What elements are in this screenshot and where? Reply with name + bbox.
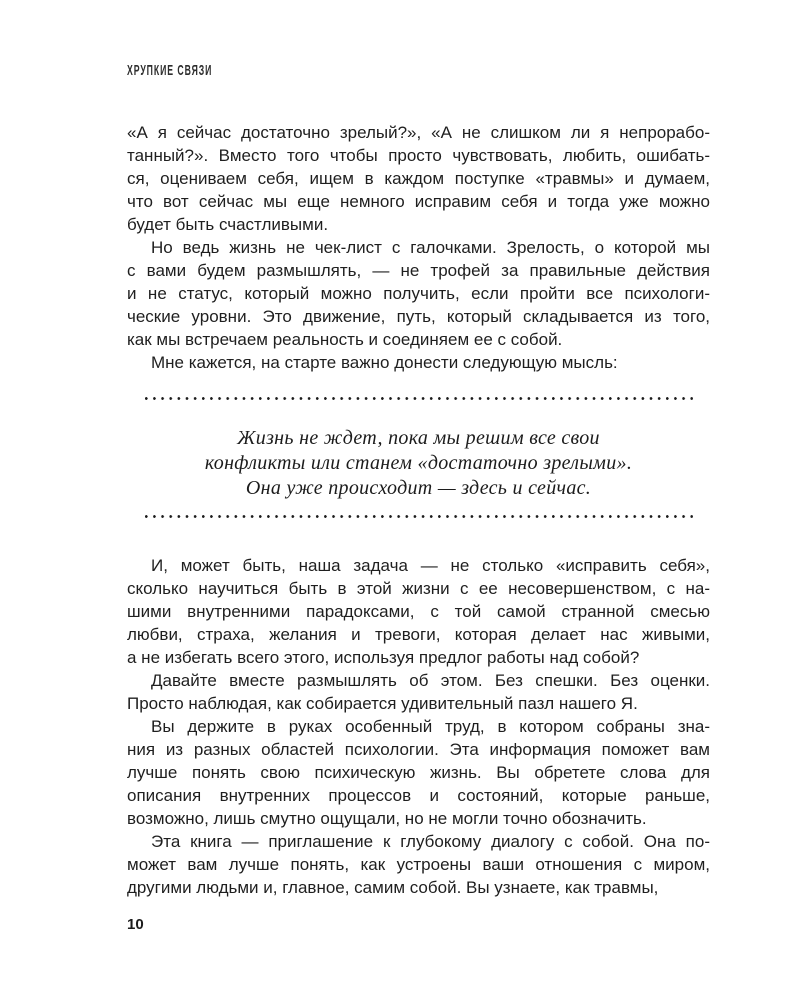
text-line: Эта книга — приглашение к глубокому диалогу с собой. Она по- bbox=[151, 832, 710, 851]
text-line: «А я сейчас достаточно зрелый?», «А не слишком ли я непрорабо- bbox=[127, 123, 710, 142]
text-line: будет быть счастливыми. bbox=[127, 215, 329, 234]
text-line: и не статус, который можно получить, если пройти все психологи- bbox=[127, 284, 710, 303]
text-line: другими людьми и, главное, самим собой. Вы узнаете, как травмы, bbox=[127, 878, 659, 897]
text-line: ческие уровни. Это движение, путь, который складывается из того, bbox=[127, 307, 710, 326]
text-line: возможно, лишь смутно ощущали, но не могли точно обозначить. bbox=[127, 809, 647, 828]
text-line: Мне кажется, на старте важно донести следующую мысль: bbox=[151, 353, 618, 372]
dotted-rule-top bbox=[145, 397, 693, 400]
text-line: а не избегать всего этого, используя предлог работы над собой? bbox=[127, 648, 640, 667]
paragraph bbox=[127, 351, 710, 374]
text-line: лучше понять свою психическую жизнь. Вы обретете слова для bbox=[127, 763, 710, 782]
text-line: как мы встречаем реальность и соединяем ее с собой. bbox=[127, 330, 563, 349]
text-line: описания внутренних процессов и состояний, которые раньше, bbox=[127, 786, 710, 805]
text-line: что вот сейчас мы еще немного исправим себя и тогда уже можно bbox=[127, 192, 710, 211]
text-line: любви, страха, желания и тревоги, которая делает нас живыми, bbox=[127, 625, 710, 644]
text-line: танный?». Вместо того чтобы просто чувствовать, любить, ошибать- bbox=[127, 146, 710, 165]
quote-line: конфликты или станем «достаточно зрелыми». bbox=[204, 452, 633, 474]
paragraph bbox=[127, 830, 710, 899]
pull-quote-text bbox=[127, 426, 710, 501]
pull-quote-section bbox=[127, 397, 710, 518]
paragraph bbox=[127, 121, 710, 236]
text-line: с вами будем размышлять, — не трофей за правильные действия bbox=[127, 261, 710, 280]
dotted-rule-bottom bbox=[145, 515, 693, 518]
page-number: 10 bbox=[127, 916, 144, 933]
text-line: Но ведь жизнь не чек-лист с галочками. Зрелость, о которой мы bbox=[151, 238, 710, 257]
text-column bbox=[127, 121, 710, 899]
paragraph bbox=[127, 715, 710, 830]
paragraph bbox=[127, 554, 710, 669]
text-line: ся, оцениваем себя, ищем в каждом поступке «травмы» и думаем, bbox=[127, 169, 710, 188]
body-text-bottom bbox=[127, 554, 710, 899]
text-line: может вам лучше понять, как устроены ваши отношения с миром, bbox=[127, 855, 710, 874]
text-line: Вы держите в руках особенный труд, в котором собраны зна- bbox=[151, 717, 710, 736]
paragraph bbox=[127, 669, 710, 715]
text-line: сколько научиться быть в этой жизни с ее несовершенством, с на- bbox=[127, 579, 710, 598]
text-line: Давайте вместе размышлять об этом. Без спешки. Без оценки. bbox=[151, 671, 710, 690]
text-line: ния из разных областей психологии. Эта информация поможет вам bbox=[127, 740, 710, 759]
quote-line: Она уже происходит — здесь и сейчас. bbox=[245, 477, 592, 499]
body-text-top bbox=[127, 121, 710, 374]
text-line: шими внутренними парадоксами, с той самой странной смесью bbox=[127, 602, 710, 621]
paragraph bbox=[127, 236, 710, 351]
text-line: И, может быть, наша задача — не столько «исправить себя», bbox=[151, 556, 710, 575]
text-line: Просто наблюдая, как собирается удивительный пазл нашего Я. bbox=[127, 694, 638, 713]
running-header: ХРУПКИЕ СВЯЗИ bbox=[127, 62, 213, 79]
quote-line: Жизнь не ждет, пока мы решим все свои bbox=[237, 427, 600, 449]
